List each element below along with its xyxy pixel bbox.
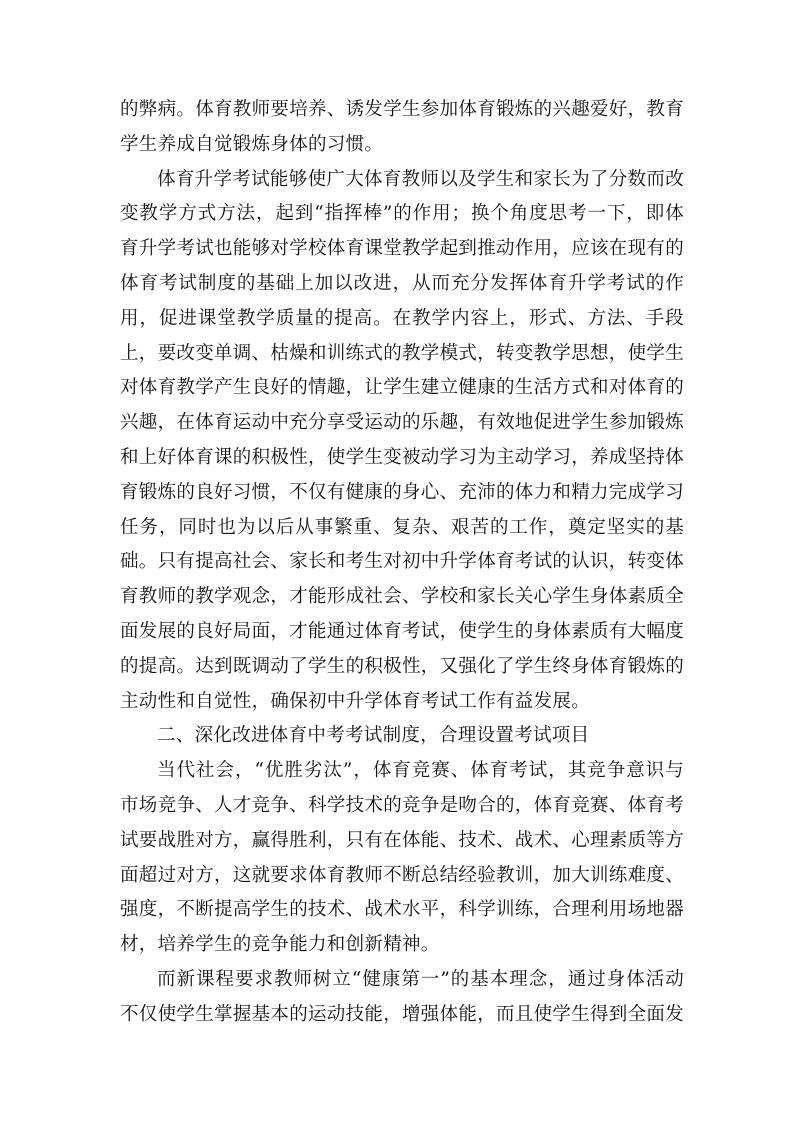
paragraph: 当代社会，“优胜劣汰”，体育竞赛、体育考试，其竞争意识与市场竞争、人才竞争、科学技术的竞争是吻合的，体育竞赛、体育考试要战胜对方，赢得胜利，只有在体能、技术、战术、心理素质等方面超过对方，这就要求体育教师不断总结经验教训，加大训练难度、强度，不断提高学生的技术、战术水平，科学训练，合理利用场地器材，培养学生的竞争能力和创新精神。 [120,760,685,956]
paragraph: 体育升学考试能够使广大体育教师以及学生和家长为了分数而改变教学方式方法，起到“指挥棒”的作用；换个角度思考一下，即体育升学考试也能够对学校体育课堂教学起到推动作用，应该在现有的体育考试制度的基础上加以改进，从而充分发挥体育升学考试的作用，促进课堂教学质量的提高。在教学内容上，形式、方法、手段上，要改变单调、枯燥和训练式的教学模式，转变教学思想，使学生对体育教学产生良好的情趣，让学生建立健康的生活方式和对体育的兴趣，在体育运动中充分享受运动的乐趣，有效地促进学生参加锻炼和上好体育课的积极性，使学生变被动学习为主动学习，养成坚持体育锻炼的良好习惯，不仅有健康的身心、充沛的体力和精力完成学习任务，同时也为以后从事繁重、复杂、艰苦的工作，奠定坚实的基础。只有提高社会、家长和考生对初中升学体育考试的认识，转变体育教师的教学观念，才能形成社会、学校和家长关心学生身体素质全面发展的良好局面，才能通过体育考试，使学生的身体素质有大幅度的提高。达到既调动了学生的积极性，又强化了学生终身体育锻炼的主动性和自觉性，确保初中升学体育考试工作有益发展。 [120,168,685,712]
paragraph: 而新课程要求教师树立“健康第一”的基本理念，通过身体活动不仅使学生掌握基本的运动技能，增强体能，而且使学生得到全面发 [120,968,685,1025]
document-body [120,93,684,1033]
section-heading: 二、深化改进体育中考考试制度，合理设置考试项目 [157,725,590,747]
paragraph-continued: 的弊病。体育教师要培养、诱发学生参加体育锻炼的兴趣爱好，教育学生养成自觉锻炼身体的习惯。 [120,99,685,155]
